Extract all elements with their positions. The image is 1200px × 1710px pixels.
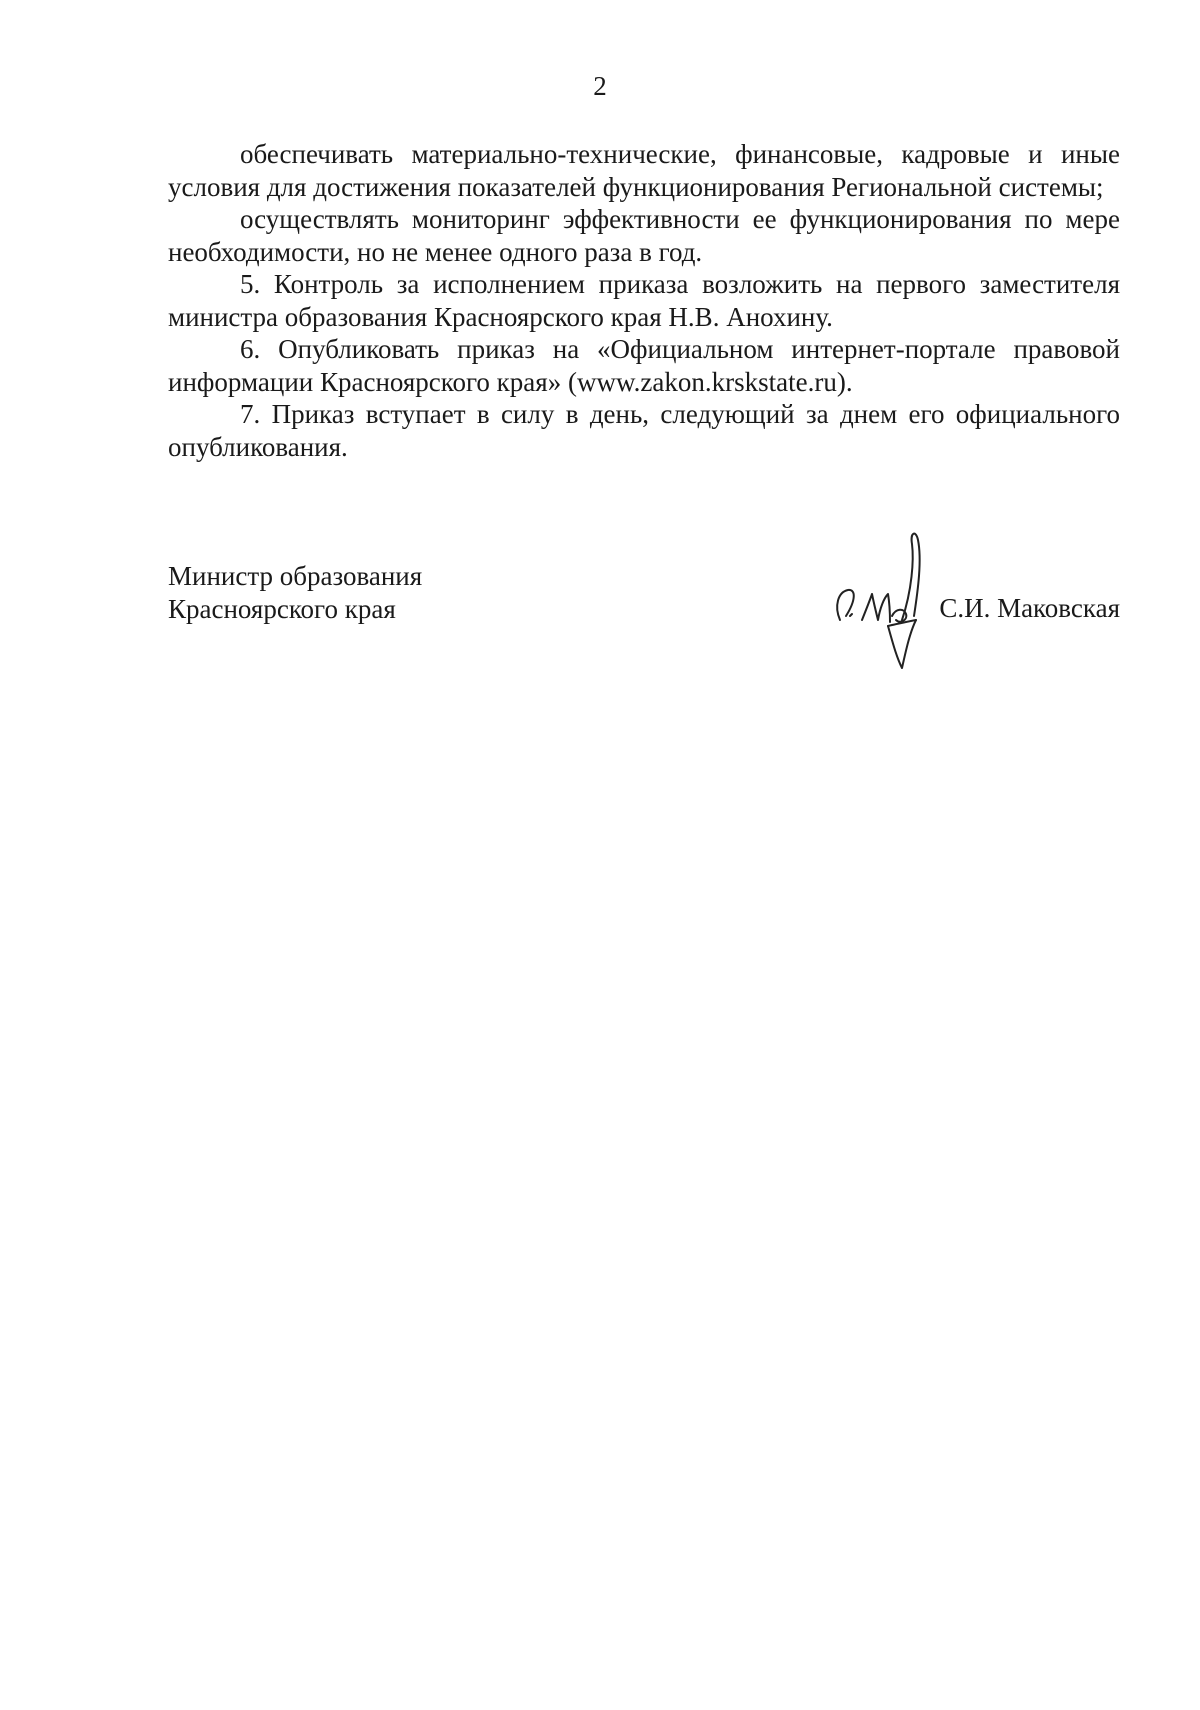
signer-position-line-2: Красноярского края [168, 593, 396, 624]
paragraph-monitoring: осуществлять мониторинг эффективности ее функционирования по мере необходимости, но не менее одного раза в год. [168, 204, 1120, 267]
paragraph-item-7-effective: 7. Приказ вступает в силу в день, следующий за днем его официального опубликования. [168, 399, 1120, 462]
paragraph-item-5-control: 5. Контроль за исполнением приказа возложить на первого заместителя министра образования Красноярского края Н.В. Анохину. [168, 269, 1120, 332]
signer-position-line-1: Министр образования [168, 561, 423, 591]
signer-name: С.И. Маковская [939, 593, 1120, 623]
document-body [168, 138, 1120, 463]
handwritten-signature [826, 520, 936, 670]
signature-block [168, 560, 1120, 680]
page-number: 2 [593, 71, 607, 101]
paragraph-provide-conditions: обеспечивать материально-технические, финансовые, кадровые и иные условия для достижения показателей функционирования Региональной системы; [168, 139, 1120, 202]
paragraph-item-6-publish: 6. Опубликовать приказ на «Официальном интернет-портале правовой информации Красноярского края» (www.zakon.krskstate.ru). [168, 334, 1120, 397]
signer-position [168, 560, 628, 625]
